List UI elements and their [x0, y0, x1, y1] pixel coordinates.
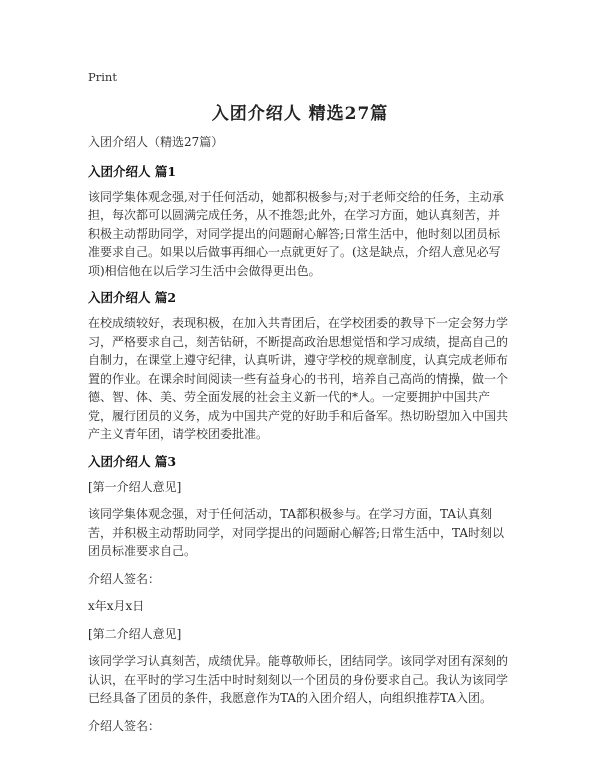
- second-introducer-label: [第二介绍人意见]: [88, 626, 182, 641]
- signature-line: 介绍人签名：: [88, 718, 161, 733]
- section-heading: 入团介绍人 篇1: [88, 163, 177, 179]
- document-subtitle: 入团介绍人（精选27篇）: [88, 135, 224, 149]
- first-introducer-label: [第一介绍人意见]: [88, 479, 182, 494]
- page-title: 入团介绍人 精选27篇: [211, 104, 389, 124]
- section-heading: 入团介绍人 篇3: [88, 453, 177, 469]
- paragraph: 该同学学习认真刻苦，成绩优异。能尊敬师长，团结同学。该同学对团有深刻的认识，在平时的学习生活中时时刻刻以一个团员的身份要求自己。我认为该同学已经具备了团员的条件，我愿意作为TA的入团介绍人，向组织推荐TA入团。: [88, 654, 509, 705]
- paragraph: 该同学集体观念强,对于任何活动，她都积极参与;对于老师交给的任务，主动承担，每次都可以圆满完成任务，从不推怨;此外，在学习方面，她认真刻苦，并积极主动帮助同学，对同学提出的问题耐心解答;日常生活中，他时刻以团员标准要求自己。如果以后做事再细心一点就更好了。(这是缺点，介绍人意见必写项)相信他在以后学习生活中会做得更出色。: [88, 189, 504, 278]
- section-heading: 入团介绍人 篇2: [88, 290, 177, 305]
- date-line: x年x月x日: [88, 599, 145, 613]
- paragraph: 在校成绩较好，表现积极，在加入共青团后，在学校团委的教导下一定会努力学习，严格要求自己，刻苦钻研，不断提高政治思想觉悟和学习成绩，提高自己的自制力，在课堂上遵守纪律，认真听讲，遵守学校的规章制度，认真完成老师布置的作业。在课余时间阅读一些有益身心的书刊，培养自己高尚的情操，做一个德、智、体、美、劳全面发展的社会主义新一代的*人。一定要拥护中国共产党，履行团员的义务，成为中国共产党的好助手和后备军。热切盼望加入中国共产主义青年团，请学校团委批准。: [88, 316, 509, 441]
- signature-line: 介绍人签名：: [88, 571, 161, 586]
- paragraph: 该同学集体观念强，对于任何活动，TA都积极参与。在学习方面，TA认真刻苦，并积极主动帮助同学，对同学提出的问题耐心解答;日常生活中，TA时刻以团员标准要求自己。: [88, 507, 505, 558]
- print-label[interactable]: Print: [88, 70, 117, 84]
- document-body: [88, 133, 512, 744]
